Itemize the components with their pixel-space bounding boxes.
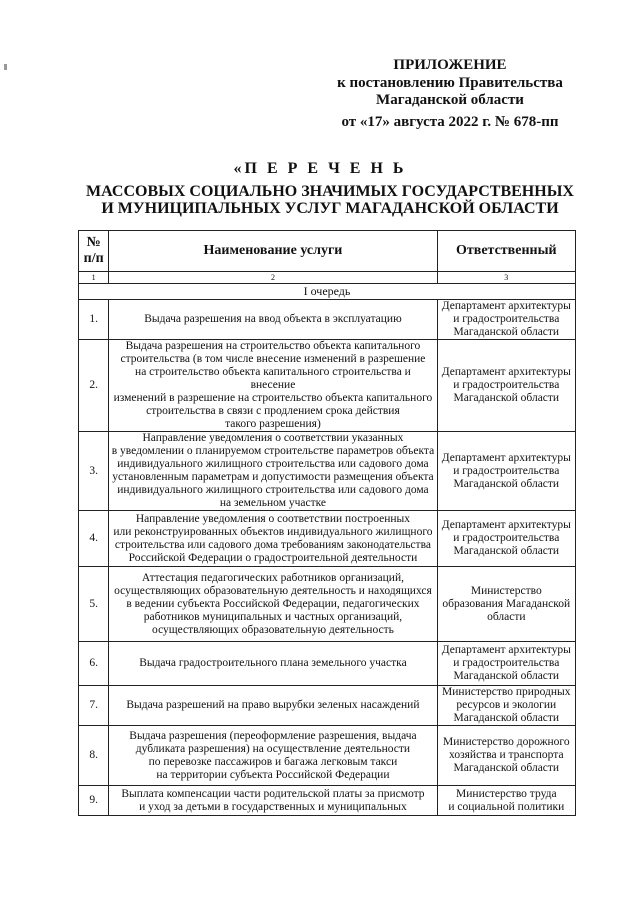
service-name — [109, 300, 437, 340]
list-title: «П Е Р Е Ч Е Н Ь — [233, 160, 407, 177]
responsible-line: Департамент архитектуры — [441, 644, 571, 656]
service-name-line: строительства (в том числе внесение изменений в разрешение — [120, 353, 426, 365]
row-number: 2. — [79, 340, 109, 432]
service-name-line: на территории субъекта Российской Федерации — [156, 768, 390, 781]
service-name-line: по перевозке пассажиров и багажа легковым такси — [148, 755, 398, 768]
responsible-line: хозяйства и транспорта — [449, 749, 564, 761]
table-header-row — [79, 231, 576, 272]
service-name-line: дубликата разрешения) на осуществление деятельности — [135, 742, 411, 755]
service-name — [109, 567, 437, 642]
header-number — [79, 231, 109, 272]
responsible-line: Департамент архитектуры — [441, 366, 571, 378]
responsible-body — [437, 511, 575, 567]
service-name-line: изменений в разрешение на строительство объекта капитального — [113, 392, 433, 404]
service-name-line: в ведении субъекта Российской Федерации, педагогических — [126, 597, 420, 610]
column-number: 1 — [79, 272, 109, 284]
responsible-line: и градостроительства — [453, 379, 560, 391]
margin-mark — [4, 64, 7, 70]
responsible-line: ресурсов и экологии — [456, 699, 557, 711]
service-name — [109, 432, 437, 511]
responsible-line: и социальной политики — [448, 800, 565, 813]
service-name-line: Российской Федерации о градостроительной деятельности — [128, 551, 418, 564]
service-name-line: работников муниципальных и частных организаций, — [143, 610, 403, 623]
responsible-line: Министерство природных — [442, 686, 571, 698]
service-name-line: такого разрешения) — [225, 418, 321, 430]
responsible-line: и градостроительства — [453, 657, 560, 669]
responsible-line: Магаданской области — [453, 392, 560, 404]
responsible-line: образования Магаданской — [442, 597, 571, 610]
service-name-line: Выдача разрешения на строительство объекта капитального — [125, 340, 421, 352]
responsible-line: и градостроительства — [453, 313, 560, 325]
column-number: 3 — [437, 272, 575, 284]
responsible-line: Департамент архитектуры — [441, 300, 571, 312]
service-name — [109, 686, 437, 726]
responsible-body — [437, 686, 575, 726]
responsible-line: Магаданской области — [453, 712, 560, 724]
service-name-line: индивидуального жилищного строительства или садового дома — [117, 458, 429, 470]
service-name-line: Выдача разрешений на право вырубки зеленых насаждений — [126, 699, 420, 711]
responsible-line: Магаданской области — [453, 670, 560, 682]
header-number-line-2: п/п — [83, 251, 104, 266]
table-row — [79, 686, 576, 726]
service-name-line: Выдача разрешения на ввод объекта в эксплуатацию — [144, 313, 402, 325]
responsible-body — [437, 432, 575, 511]
appendix-line-1: к постановлению Правительства — [337, 75, 563, 91]
service-name-line: на строительство объекта капитального строительства и внесение — [135, 366, 411, 391]
responsible-line: Министерство дорожного — [442, 736, 570, 748]
service-name-line: осуществляющих образовательную деятельность — [152, 623, 394, 636]
service-name-line: строительства в связи с продлением срока действия — [146, 405, 400, 417]
service-name-line: на земельном участке — [219, 497, 327, 509]
row-number: 6. — [79, 642, 109, 686]
header-number-line-1: № — [86, 235, 101, 250]
queue-row — [79, 284, 576, 300]
responsible-line: и градостроительства — [453, 464, 560, 477]
appendix-line-3: от «17» августа 2022 г. № 678-пп — [341, 114, 559, 130]
table-row — [79, 567, 576, 642]
row-number: 1. — [79, 300, 109, 340]
responsible-line: области — [487, 610, 526, 623]
responsible-line: Магаданской области — [453, 545, 560, 557]
responsible-line: Министерство труда — [456, 787, 557, 800]
service-name-line: установленным параметрам и допустимости размещения объекта — [112, 471, 434, 483]
service-name — [109, 642, 437, 686]
responsible-body — [437, 642, 575, 686]
row-number: 3. — [79, 432, 109, 511]
responsible-body — [437, 726, 575, 786]
service-name-line: Аттестация педагогических работников организаций, — [141, 571, 404, 584]
table-row — [79, 300, 576, 340]
header-service-name: Наименование услуги — [109, 231, 437, 272]
service-name — [109, 726, 437, 786]
header-responsible: Ответственный — [437, 231, 575, 272]
row-number: 4. — [79, 511, 109, 567]
responsible-body — [437, 567, 575, 642]
row-number: 9. — [79, 786, 109, 816]
table-row — [79, 786, 576, 816]
appendix-title: ПРИЛОЖЕНИЕ — [393, 57, 507, 73]
service-name-line: Выдача градостроительного плана земельного участка — [139, 657, 407, 669]
services-table — [78, 230, 576, 816]
service-name-line: Направление уведомления о соответствии построенных — [135, 512, 411, 525]
responsible-line: Министерство — [470, 584, 542, 597]
responsible-line: Магаданской области — [453, 762, 560, 774]
responsible-line: Магаданской области — [453, 326, 560, 338]
table-row — [79, 511, 576, 567]
column-number: 2 — [109, 272, 437, 284]
responsible-line: Департамент архитектуры — [441, 519, 571, 531]
row-number: 5. — [79, 567, 109, 642]
responsible-line: Департамент архитектуры — [441, 451, 571, 464]
service-name — [109, 511, 437, 567]
table-row — [79, 340, 576, 432]
responsible-line: Магаданской области — [453, 477, 560, 490]
responsible-body — [437, 786, 575, 816]
list-subtitle-line-2: И МУНИЦИПАЛЬНЫХ УСЛУГ МАГАДАНСКОЙ ОБЛАСТИ — [101, 200, 559, 217]
service-name — [109, 786, 437, 816]
table-row — [79, 432, 576, 511]
service-name-line: Направление уведомления о соответствии указанных — [142, 432, 404, 444]
service-name-line: Выдача разрешения (переоформление разрешения, выдача — [129, 729, 417, 742]
table-row — [79, 642, 576, 686]
service-name — [109, 340, 437, 432]
service-name-line: индивидуального жилищного строительства или садового дома — [117, 484, 429, 496]
column-number-row — [79, 272, 576, 284]
service-name-line: и уход за детьми в государственных и муниципальных — [139, 800, 407, 813]
queue-label: I очередь — [79, 284, 576, 300]
row-number: 8. — [79, 726, 109, 786]
responsible-body — [437, 340, 575, 432]
responsible-line: и градостроительства — [453, 532, 560, 544]
table-row — [79, 726, 576, 786]
service-name-line: строительства или садового дома требованиям законодательства — [114, 538, 431, 551]
service-name-line: Выплата компенсации части родительской платы за присмотр — [121, 787, 425, 800]
service-name-line: осуществляющих образовательную деятельность и находящихся — [114, 584, 432, 597]
service-name-line: в уведомлении о планируемом строительстве параметров объекта — [111, 445, 435, 457]
appendix-line-2: Магаданской области — [376, 92, 524, 108]
service-name-line: или реконструированных объектов индивидуального жилищного — [113, 525, 433, 538]
list-subtitle-line-1: МАССОВЫХ СОЦИАЛЬНО ЗНАЧИМЫХ ГОСУДАРСТВЕННЫХ — [86, 183, 574, 200]
responsible-body — [437, 300, 575, 340]
row-number: 7. — [79, 686, 109, 726]
